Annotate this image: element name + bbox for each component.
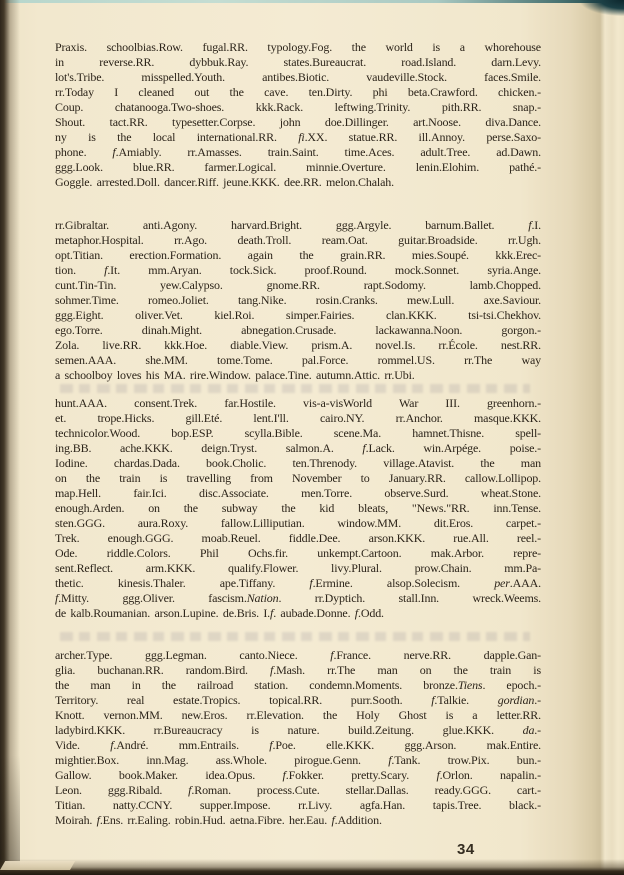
text-line: Moirah. f.Ens. rr.Ealing. robin.Hud. aetna.Fibre. her.Eau. f.Addition. <box>55 813 382 827</box>
text-line: rr.Gibraltar. anti.Agony. harvard.Bright. ggg.Argyle. barnum.Ballet. f.I. <box>55 218 541 232</box>
text-line: semen.AAA. she.MM. tome.Tome. pal.Force. rommel.US. rr.The way <box>55 353 541 367</box>
text-line: tion. f.It. mm.Aryan. tock.Sick. proof.Round. mock.Sonnet. syria.Ange. <box>55 263 541 277</box>
text-line: ggg.Eight. oliver.Vet. kiel.Roi. simper.Fairies. clan.KKK. tsi-tsi.Chekhov. <box>55 308 541 322</box>
text-line: Zola. live.RR. kkk.Hoe. diable.View. prism.A. novel.Is. rr.École. nest.RR. <box>55 338 541 352</box>
page-top-edge <box>0 0 624 3</box>
text-line: cunt.Tin-Tin. yew.Calypso. gnome.RR. rapt.Sodomy. lamb.Chopped. <box>55 278 541 292</box>
text-line: de kalb.Roumanian. arson.Lupine. de.Bris. I.f. aubade.Donne. f.Odd. <box>55 606 384 620</box>
text-line: lot's.Tribe. misspelled.Youth. antibes.Biotic. vaudeville.Stock. faces.Smile. <box>55 70 541 84</box>
text-line: f.Mitty. ggg.Oliver. fascism.Nation. rr.Dyptich. stall.Inn. wreck.Weems. <box>55 591 541 605</box>
text-line: Ode. riddle.Colors. Phil Ochs.fir. unkempt.Cartoon. mak.Arbor. repre- <box>55 546 541 560</box>
text-line: opt.Titian. erection.Formation. again the grain.RR. mies.Soupé. kkk.Erec- <box>55 248 541 262</box>
text-line: metaphor.Hospital. rr.Ago. death.Troll. ream.Oat. guitar.Broadside. rr.Ugh. <box>55 233 541 247</box>
text-line: ego.Torre. dinah.Might. abnegation.Crusade. lackawanna.Noon. gorgon.- <box>55 323 541 337</box>
paragraph <box>55 218 541 383</box>
text-line: sten.GGG. aura.Roxy. fallow.Lilliputian. window.MM. dit.Eros. carpet.- <box>55 516 541 530</box>
background-corner <box>580 0 624 16</box>
text-line: Trek. enough.GGG. moab.Reuel. fiddle.Dee. arson.KKK. rue.All. reel.- <box>55 531 541 545</box>
page-bottom-edges <box>0 859 624 875</box>
text-line: ladybird.KKK. rr.Bureaucracy is nature. build.Zeitung. glue.KKK. da.- <box>55 723 541 737</box>
text-line: Gallow. book.Maker. idea.Opus. f.Fokker. pretty.Scary. f.Orlon. napalin.- <box>55 768 541 782</box>
text-line: hunt.AAA. consent.Trek. far.Hostile. vis-a-visWorld War III. greenhorn.- <box>55 396 541 410</box>
body-text-block <box>55 40 541 828</box>
text-line: Territory. real estate.Tropics. topical.RR. purr.Sooth. f.Talkie. gordian.- <box>55 693 541 707</box>
text-line: the man in the railroad station. condemn.Moments. bronze.Tiens. epoch.- <box>55 678 541 692</box>
text-line: rr.Today I cleaned out the cave. ten.Dirty. phi beta.Crawford. chicken.- <box>55 85 541 99</box>
text-line: Vide. f.André. mm.Entrails. f.Poe. elle.KKK. ggg.Arson. mak.Entire. <box>55 738 541 752</box>
text-line: Knott. vernon.MM. new.Eros. rr.Elevation. the Holy Ghost is a letter.RR. <box>55 708 541 722</box>
text-line: sohmer.Time. romeo.Joliet. tang.Nike. rosin.Cranks. mew.Lull. axe.Saviour. <box>55 293 541 307</box>
text-line: Leon. ggg.Ribald. f.Roman. process.Cute. stellar.Dallas. ready.GGG. cart.- <box>55 783 541 797</box>
text-line: glia. buchanan.RR. random.Bird. f.Mash. rr.The man on the train is <box>55 663 541 677</box>
text-line: phone. f.Amiably. rr.Amasses. train.Saint. time.Aces. adult.Tree. ad.Dawn. <box>55 145 541 159</box>
text-line: archer.Type. ggg.Legman. canto.Niece. f.France. nerve.RR. dapple.Gan- <box>55 648 541 662</box>
text-line: in reverse.RR. dybbuk.Ray. states.Bureaucrat. road.Island. darn.Levy. <box>55 55 541 69</box>
binding-gutter-shadow <box>0 0 20 875</box>
text-line: ggg.Look. blue.RR. farmer.Logical. minnie.Overture. lenin.Elohim. pathé.- <box>55 160 541 174</box>
paragraph <box>55 40 541 190</box>
text-line: ing.BB. ache.KKK. deign.Tryst. salmon.A. f.Lack. win.Arpége. poise.- <box>55 441 541 455</box>
text-line: enough.Arden. on the subway the kid bleats, "News."RR. inn.Tense. <box>55 501 541 515</box>
text-line: Iodine. chardas.Dada. book.Cholic. ten.Threnody. village.Atavist. the man <box>55 456 541 470</box>
page-number: 34 <box>457 841 475 858</box>
text-line: Titian. natty.CCNY. supper.Impose. rr.Livy. agfa.Han. tapis.Tree. black.- <box>55 798 541 812</box>
text-line: map.Hell. fair.Ici. disc.Associate. men.Torre. observe.Surd. wheat.Stone. <box>55 486 541 500</box>
text-line: et. trope.Hicks. gill.Eté. lent.I'll. cairo.NY. rr.Anchor. masque.KKK. <box>55 411 541 425</box>
text-line: mightier.Box. inn.Mag. ass.Whole. pirogue.Genn. f.Tank. trow.Pix. bun.- <box>55 753 541 767</box>
paragraph <box>55 648 541 828</box>
text-line: Praxis. schoolbias.Row. fugal.RR. typology.Fog. the world is a whorehouse <box>55 40 541 54</box>
text-line: a schoolboy loves his MA. rire.Window. palace.Tine. autumn.Attic. rr.Ubi. <box>55 368 415 382</box>
text-line: sent.Reflect. arm.KKK. qualify.Flower. livy.Plural. prow.Chain. mm.Pa- <box>55 561 541 575</box>
text-line: Coup. chatanooga.Two-shoes. kkk.Rack. leftwing.Trinity. pith.RR. snap.- <box>55 100 541 114</box>
text-line: thetic. kinesis.Thaler. ape.Tiffany. f.Ermine. alsop.Solecism. per.AAA. <box>55 576 541 590</box>
text-line: on the train is travelling from November to January.RR. callow.Lollipop. <box>55 471 541 485</box>
text-line: technicolor.Wood. bop.ESP. scylla.Bible. scene.Ma. hamnet.Thisne. spell- <box>55 426 541 440</box>
text-line: Shout. tact.RR. typesetter.Corpse. john doe.Dillinger. art.Noose. diva.Dance. <box>55 115 541 129</box>
paragraph <box>55 396 541 621</box>
text-line: Goggle. arrested.Doll. dancer.Riff. jeune.KKK. dee.RR. melon.Chalah. <box>55 175 394 189</box>
text-line: ny is the local international.RR. fi.XX. statue.RR. ill.Annoy. perse.Saxo- <box>55 130 541 144</box>
